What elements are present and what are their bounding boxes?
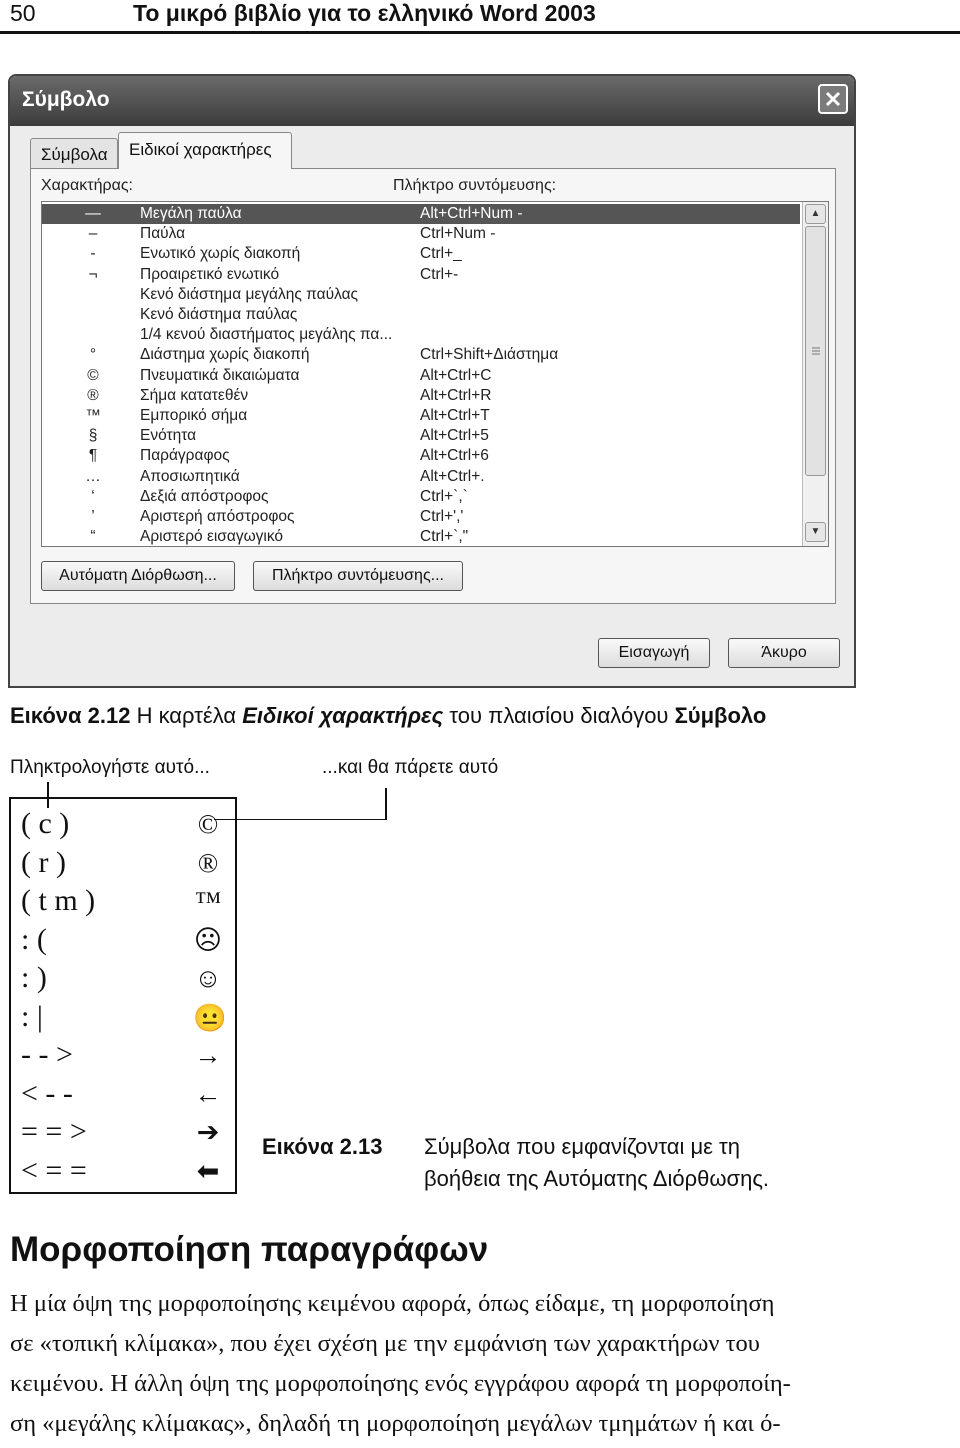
list-item-shortcut: Ctrl+- [420, 265, 459, 283]
autocorrect-output-symbol: 😐 [193, 1002, 227, 1033]
list-item-name: Αριστερή απόστροφος [140, 508, 295, 525]
body-line: ση «μεγάλης κλίμακας», δηλαδή τη μορφοποίηση μεγάλων τμημάτων ή και ό- [10, 1410, 781, 1437]
autocorrect-input: < - - [21, 1076, 73, 1110]
list-item-character: ® [87, 386, 99, 404]
tab-special-characters[interactable]: Ειδικοί χαρακτήρες [118, 132, 292, 169]
list-item-name: Μεγάλη παύλα [140, 205, 242, 222]
autocorrect-output-symbol: ← [194, 1078, 222, 1109]
autocorrect-input: ( t m ) [21, 884, 96, 917]
list-item[interactable] [42, 467, 800, 487]
list-item[interactable] [42, 487, 800, 507]
autocorrect-output-symbol: ™ [194, 886, 222, 916]
list-item-character: ‘ [91, 487, 95, 505]
list-item[interactable] [42, 406, 800, 426]
autocorrect-output-symbol: © [197, 809, 219, 839]
shortcut-key-button[interactable]: Πλήκτρο συντόμευσης... [253, 561, 463, 591]
list-item-shortcut: Alt+Ctrl+T [420, 407, 490, 424]
list-item-shortcut: Alt+Ctrl+C [420, 366, 492, 384]
list-item-character: … [85, 467, 101, 485]
list-item-name: Αποσιωπητικά [140, 467, 240, 485]
list-item-name: Παράγραφος [140, 447, 230, 465]
chevron-down-icon: ▼ [810, 526, 821, 537]
list-item-name: Πνευματικά δικαιώματα [140, 366, 300, 384]
autocorrect-input: = = > [21, 1115, 87, 1148]
list-item-character: - [90, 245, 96, 263]
list-item[interactable] [42, 244, 800, 264]
list-item[interactable] [42, 527, 800, 547]
autocorrect-input: ( c ) [21, 807, 70, 840]
symbol-dialog [8, 74, 856, 688]
dialog-client [10, 126, 854, 688]
dialog-titlebar [10, 76, 854, 126]
list-item[interactable] [42, 265, 800, 285]
list-item-name: Προαιρετικό ενωτικό [140, 265, 280, 283]
body-line: Η μία όψη της μορφοποίησης κειμένου αφορά, όπως είδαμε, τη μορφοποίηση [10, 1290, 775, 1317]
autocorrect-input: : ) [21, 961, 47, 994]
special-characters-list [41, 201, 829, 547]
list-item[interactable] [42, 325, 800, 345]
figure-2-13-label: Εικόνα 2.13 [262, 1134, 383, 1159]
list-item-name: 1/4 κενού διαστήματος μεγάλης πα... [140, 326, 393, 344]
list-item-character: ™ [85, 407, 101, 424]
figure-2-13-text-line1: Σύμβολα που εμφανίζονται με τη [424, 1134, 740, 1159]
list-item[interactable] [42, 446, 800, 466]
insert-button[interactable]: Εισαγωγή [598, 638, 710, 668]
list-item[interactable] [42, 285, 800, 305]
tab-symbols[interactable]: Σύμβολα [30, 138, 118, 170]
list-item-character: ¶ [88, 447, 98, 465]
list-item-shortcut: Alt+Ctrl+Num - [420, 205, 523, 222]
list-item-name: Κενό διάστημα μεγάλης παύλας [140, 285, 359, 303]
autocorrect-output-symbol: ➔ [196, 1117, 220, 1147]
list-item-shortcut: Ctrl+`," [420, 528, 469, 546]
autocorrect-output-symbol: ⬅ [196, 1155, 220, 1186]
autocorrect-input: : | [21, 999, 43, 1033]
list-item-shortcut: Ctrl+Shift+Διάστημα [420, 346, 559, 364]
list-item[interactable] [42, 345, 800, 365]
autocorrect-input: < = = [21, 1153, 87, 1187]
scroll-down-button[interactable] [805, 522, 826, 542]
list-item-character: © [87, 366, 99, 384]
body-line: σε «τοπική κλίμακα», που έχει σχέση με την εμφάνιση των χαρακτήρων του [10, 1330, 760, 1357]
autocorrect-output-symbol: ☹ [193, 924, 223, 955]
autocorrect-button[interactable]: Αυτόματη Διόρθωση... [41, 561, 235, 591]
autocorrect-output-symbol: → [194, 1040, 222, 1070]
list-item-shortcut: Ctrl+`,` [420, 487, 468, 505]
list-item-name: Σήμα κατατεθέν [140, 386, 249, 404]
list-item-shortcut: Alt+Ctrl+6 [420, 447, 489, 465]
get-this-label: ...και θα πάρετε αυτό [322, 757, 499, 778]
figure-2-13-text-line2: βοήθεια της Αυτόματης Διόρθωσης. [424, 1166, 770, 1191]
list-item[interactable] [42, 224, 800, 244]
autocorrect-input: : ( [21, 922, 47, 956]
autocorrect-input: - - > [21, 1038, 73, 1071]
dialog-title: Σύμβολο [22, 88, 110, 111]
list-item[interactable] [42, 366, 800, 386]
grip-icon [811, 347, 821, 355]
list-item-name: Διάστημα χωρίς διακοπή [140, 346, 310, 364]
list-item-name: Ενότητα [140, 427, 197, 445]
list-item-name: Εμπορικό σήμα [140, 407, 248, 424]
list-scrollbar[interactable] [802, 202, 829, 546]
close-button[interactable] [818, 84, 848, 114]
caption-dialog-name: Σύμβολο [674, 703, 767, 728]
character-column-header: Χαρακτήρας: [41, 177, 133, 194]
list-item-shortcut: Alt+Ctrl+R [420, 386, 492, 404]
body-line: κειμένου. Η άλλη όψη της μορφοποίησης ενός εγγράφου αφορά τη μορφοποίη- [10, 1370, 791, 1397]
autocorrect-input: ( r ) [21, 845, 66, 879]
section-title: Μορφοποίηση παραγράφων [10, 1230, 489, 1269]
caption-text: του πλαισίου διαλόγου [443, 703, 675, 728]
list-item-shortcut: Alt+Ctrl+5 [420, 427, 489, 445]
close-icon [824, 90, 842, 108]
list-item[interactable] [42, 507, 800, 527]
list-item[interactable] [42, 204, 800, 224]
shortcut-column-header: Πλήκτρο συντόμευσης: [393, 177, 557, 194]
list-item[interactable] [42, 426, 800, 446]
figure-label: Εικόνα 2.12 [10, 703, 131, 728]
list-item-character: ¬ [88, 265, 98, 283]
list-item-name: Ενωτικό χωρίς διακοπή [140, 245, 301, 263]
list-item-character: ° [89, 346, 97, 364]
list-item-character: ’ [91, 508, 95, 525]
list-item-name: Κενό διάστημα παύλας [140, 306, 298, 323]
list-item-shortcut: Alt+Ctrl+. [420, 467, 485, 485]
type-this-label: Πληκτρολογήστε αυτό... [10, 757, 210, 778]
header-rule [0, 31, 960, 34]
cancel-button[interactable]: Άκυρο [728, 638, 840, 668]
list-item-shortcut: Ctrl+_ [420, 245, 462, 263]
list-item-name: Αριστερό εισαγωγικό [140, 528, 284, 546]
autocorrect-output-symbol: ® [197, 847, 219, 878]
tab-panel [30, 168, 836, 604]
list-item-name: Δεξιά απόστροφος [140, 487, 269, 505]
scroll-thumb[interactable] [805, 226, 826, 476]
running-head: Το μικρό βιβλίο για το ελληνικό Word 2003 [133, 0, 596, 26]
list-item-character: – [88, 225, 98, 243]
list-item-shortcut: Ctrl+Num - [420, 225, 496, 243]
list-item[interactable] [42, 305, 800, 325]
list-item-name: Παύλα [140, 225, 186, 243]
autocorrect-output-symbol: ☺ [194, 963, 222, 993]
caption-text: Η καρτέλα [130, 703, 243, 728]
list-item-shortcut: Ctrl+',' [420, 508, 464, 525]
chevron-up-icon: ▲ [810, 208, 821, 219]
caption-tab-name: Ειδικοί χαρακτήρες [242, 703, 444, 728]
autocorrect-table [9, 797, 237, 1194]
list-item-character: “ [90, 528, 96, 546]
scroll-up-button[interactable] [805, 204, 826, 224]
figure-2-12-caption [10, 703, 766, 729]
list-item-character: § [88, 427, 98, 445]
list-item-character: — [85, 205, 101, 222]
list-item[interactable] [42, 386, 800, 406]
page-number: 50 [10, 0, 36, 26]
